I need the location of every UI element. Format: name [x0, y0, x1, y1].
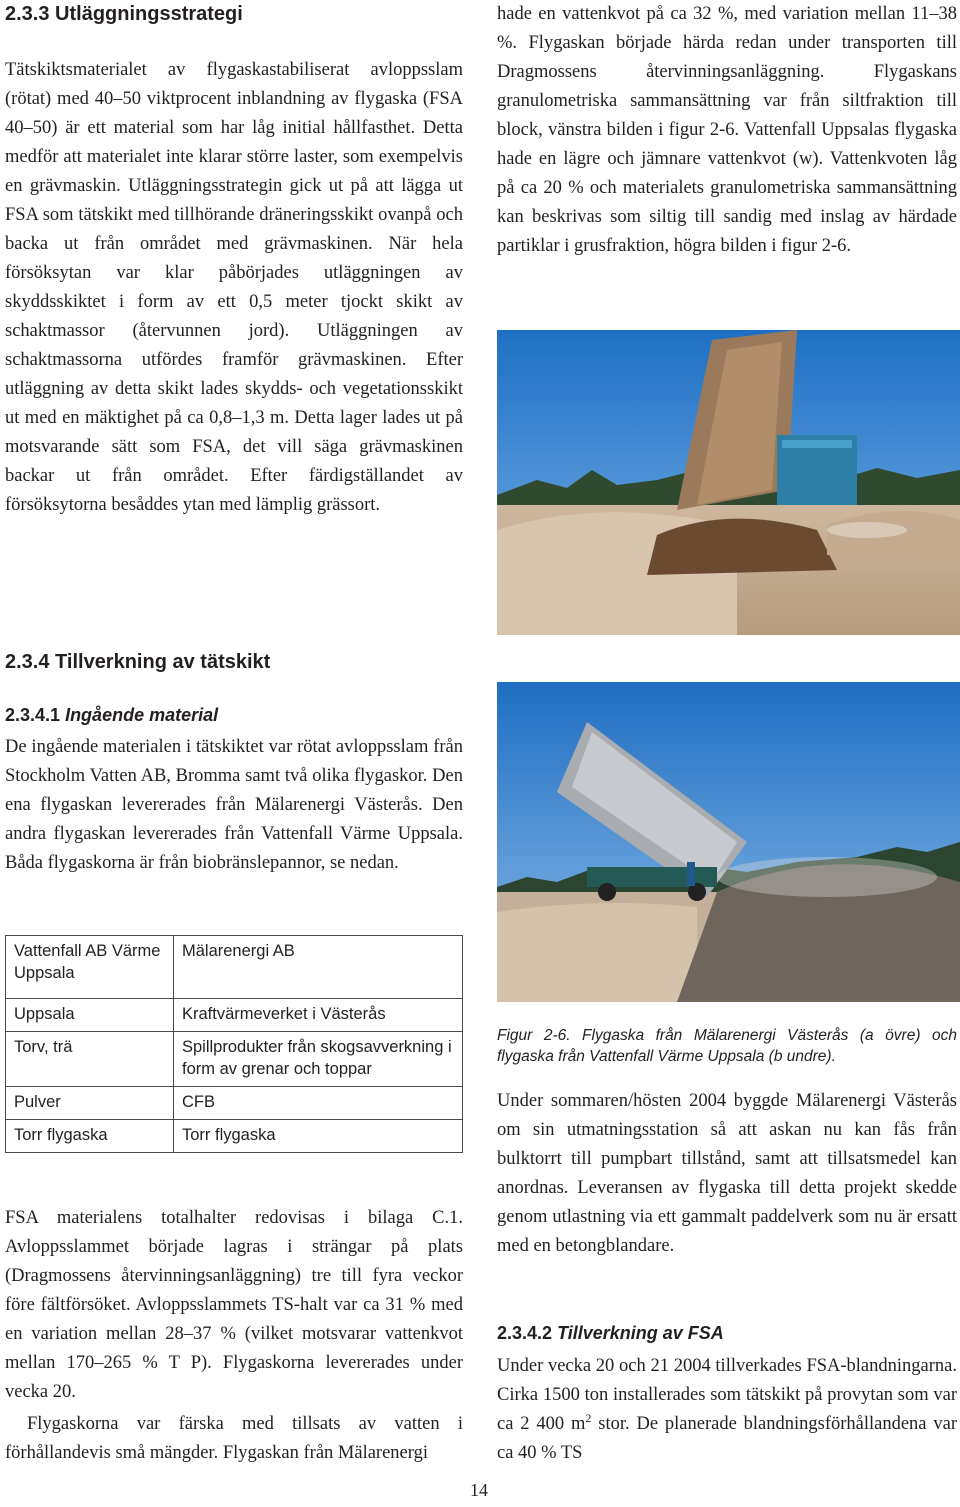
paragraph-fsa-materialens: FSA materialens totalhalter redovisas i bilaga C.1. Avloppsslammet började lagras i strängar på plats (Dragmossens återvinningsanläggning) tre till fyra veckor före fältförsöket. Avloppsslammets TS-halt var ca 31 % med en variation mellan 28–37 % (vilket motsvarar vattenkvot mellan 170–265 % T P). Flygaskorna levererades under vecka 20. [5, 1208, 463, 1402]
paragraph-tillverkning-fsa [497, 1352, 957, 1468]
table-cell: Uppsala [6, 999, 174, 1032]
photo-illustration-bottom [497, 682, 960, 1002]
subsection-number: 2.3.4.1 [5, 705, 61, 725]
table-cell: Spillprodukter från skogsavverkning i form av grenar och toppar [174, 1032, 463, 1087]
page-number: 14 [470, 1480, 488, 1500]
table-row [6, 1032, 463, 1087]
section-heading-2-3-3: 2.3.3 Utläggningsstrategi [5, 3, 243, 25]
paragraph-vattenkvot: hade en vattenkvot på ca 32 %, med variation mellan 11–38 %. Flygaskan började härda redan under transporten till Dragmossens återvinningsanläggning. Flygaskans granulometriska sammansättning var från siltfraktion till block, vänstra bilden i figur 2-6. Vattenfall Uppsalas flygaska hade en lägre och jämnare vattenkvot (w). Vattenkvoten låg på ca 20 % och materialets granulometriska sammansättning kan beskrivas som siltig till sandig med inslag av härdade partiklar i grusfraktion, högra bilden i figur 2-6. [497, 4, 957, 256]
table-cell: Pulver [6, 1087, 174, 1120]
subsection-heading-2-3-4-1 [5, 705, 463, 726]
subsection-title: Tillverkning av FSA [557, 1323, 724, 1343]
paragraph-utlaggningsstrategi: Tätskiktsmaterialet av flygaskastabiliserat avloppsslam (rötat) med 40–50 viktprocent inblandning av flygaska (FSA 40–50) är ett material som har låg initial hållfasthet. Detta medför att materialet inte klarar större laster, som exempelvis en grävmaskin. Utläggningsstrategin gick ut på att lägga ut FSA som tätskikt med tillhörande dräneringsskikt ovanpå och backa ut från området med grävmaskinen. När hela försöksytan var klar påbörjades utläggningen av skyddsskiktet i form av ett 0,5 meter tjockt skikt av schaktmassor (återvunnen jord). Utläggningen av schaktmassorna utfördes framför grävmaskinen. Efter utläggning av detta skikt lades skydds- och vegetationsskikt ut med en mäktighet på ca 0,8–1,3 m. Detta lager lades ut på motsvarande sätt som FSA, det vill säga grävmaskinen backar ut från området. Efter färdigställandet av försöksytorna besåddes ytan med lämplig grässort. [5, 60, 463, 515]
subsection-title: Ingående material [65, 705, 219, 725]
table-header-cell: Vattenfall AB Värme Uppsala [6, 936, 174, 999]
photo-flygaska-malarenergi [497, 330, 960, 635]
table-cell: CFB [174, 1087, 463, 1120]
fuel-comparison-table [5, 935, 463, 1153]
subsection-number: 2.3.4.2 [497, 1323, 553, 1343]
table-row [6, 999, 463, 1032]
table-row [6, 1120, 463, 1153]
paragraph-ingaende-material: De ingående materialen i tätskiktet var rötat avloppsslam från Stockholm Vatten AB, Bromma samt två olika flygaskor. Den ena flygaskan levererades från Mälarenergi Västerås. Den andra flygaskan levererades från Vattenfall Värme Uppsala. Båda flygaskorna är från biobränslepannor, se nedan. [5, 737, 463, 873]
figure-caption: Figur 2-6. Flygaska från Mälarenergi Västerås (a övre) och flygaska från Vattenfall Värme Uppsala (b undre). [497, 1027, 957, 1065]
photo-flygaska-vattenfall [497, 682, 960, 1002]
table-cell: Kraftvärmeverket i Västerås [174, 999, 463, 1032]
section-heading-2-3-4: 2.3.4 Tillverkning av tätskikt [5, 651, 271, 673]
table-cell: Torr flygaska [6, 1120, 174, 1153]
superscript: 2 [585, 1410, 592, 1425]
table-header-row [6, 936, 463, 999]
paragraph-flygaskorna: Flygaskorna var färska med tillsats av vatten i förhållandevis små mängder. Flygaskan från Mälarenergi [5, 1414, 463, 1463]
subsection-heading-2-3-4-2 [497, 1323, 957, 1344]
table-row [6, 1087, 463, 1120]
paragraph-utmatningsstation: Under sommaren/hösten 2004 byggde Mälarenergi Västerås om sin utmatningsstation så att askan nu kan fås från bulktorrt till pumpbart tillstånd, samt att tillsatsmedel kan anordnas. Leveransen av flygaska till detta projekt skedde genom utlastning via ett gammalt paddelverk som nu är ersatt med en betongblandare. [497, 1091, 957, 1256]
table-header-cell: Mälarenergi AB [174, 936, 463, 999]
table-cell: Torv, trä [6, 1032, 174, 1087]
photo-illustration-top [497, 330, 960, 635]
body-text: Under vecka 20 och 21 2004 tillverkades FSA-blandningarna. Cirka 1500 ton installerades som tätskikt på provytan som var ca 2 400 m [497, 1356, 957, 1434]
body-text: stor. De planerade blandningsförhållandena var ca 40 % TS [497, 1414, 957, 1463]
table-cell: Torr flygaska [174, 1120, 463, 1153]
